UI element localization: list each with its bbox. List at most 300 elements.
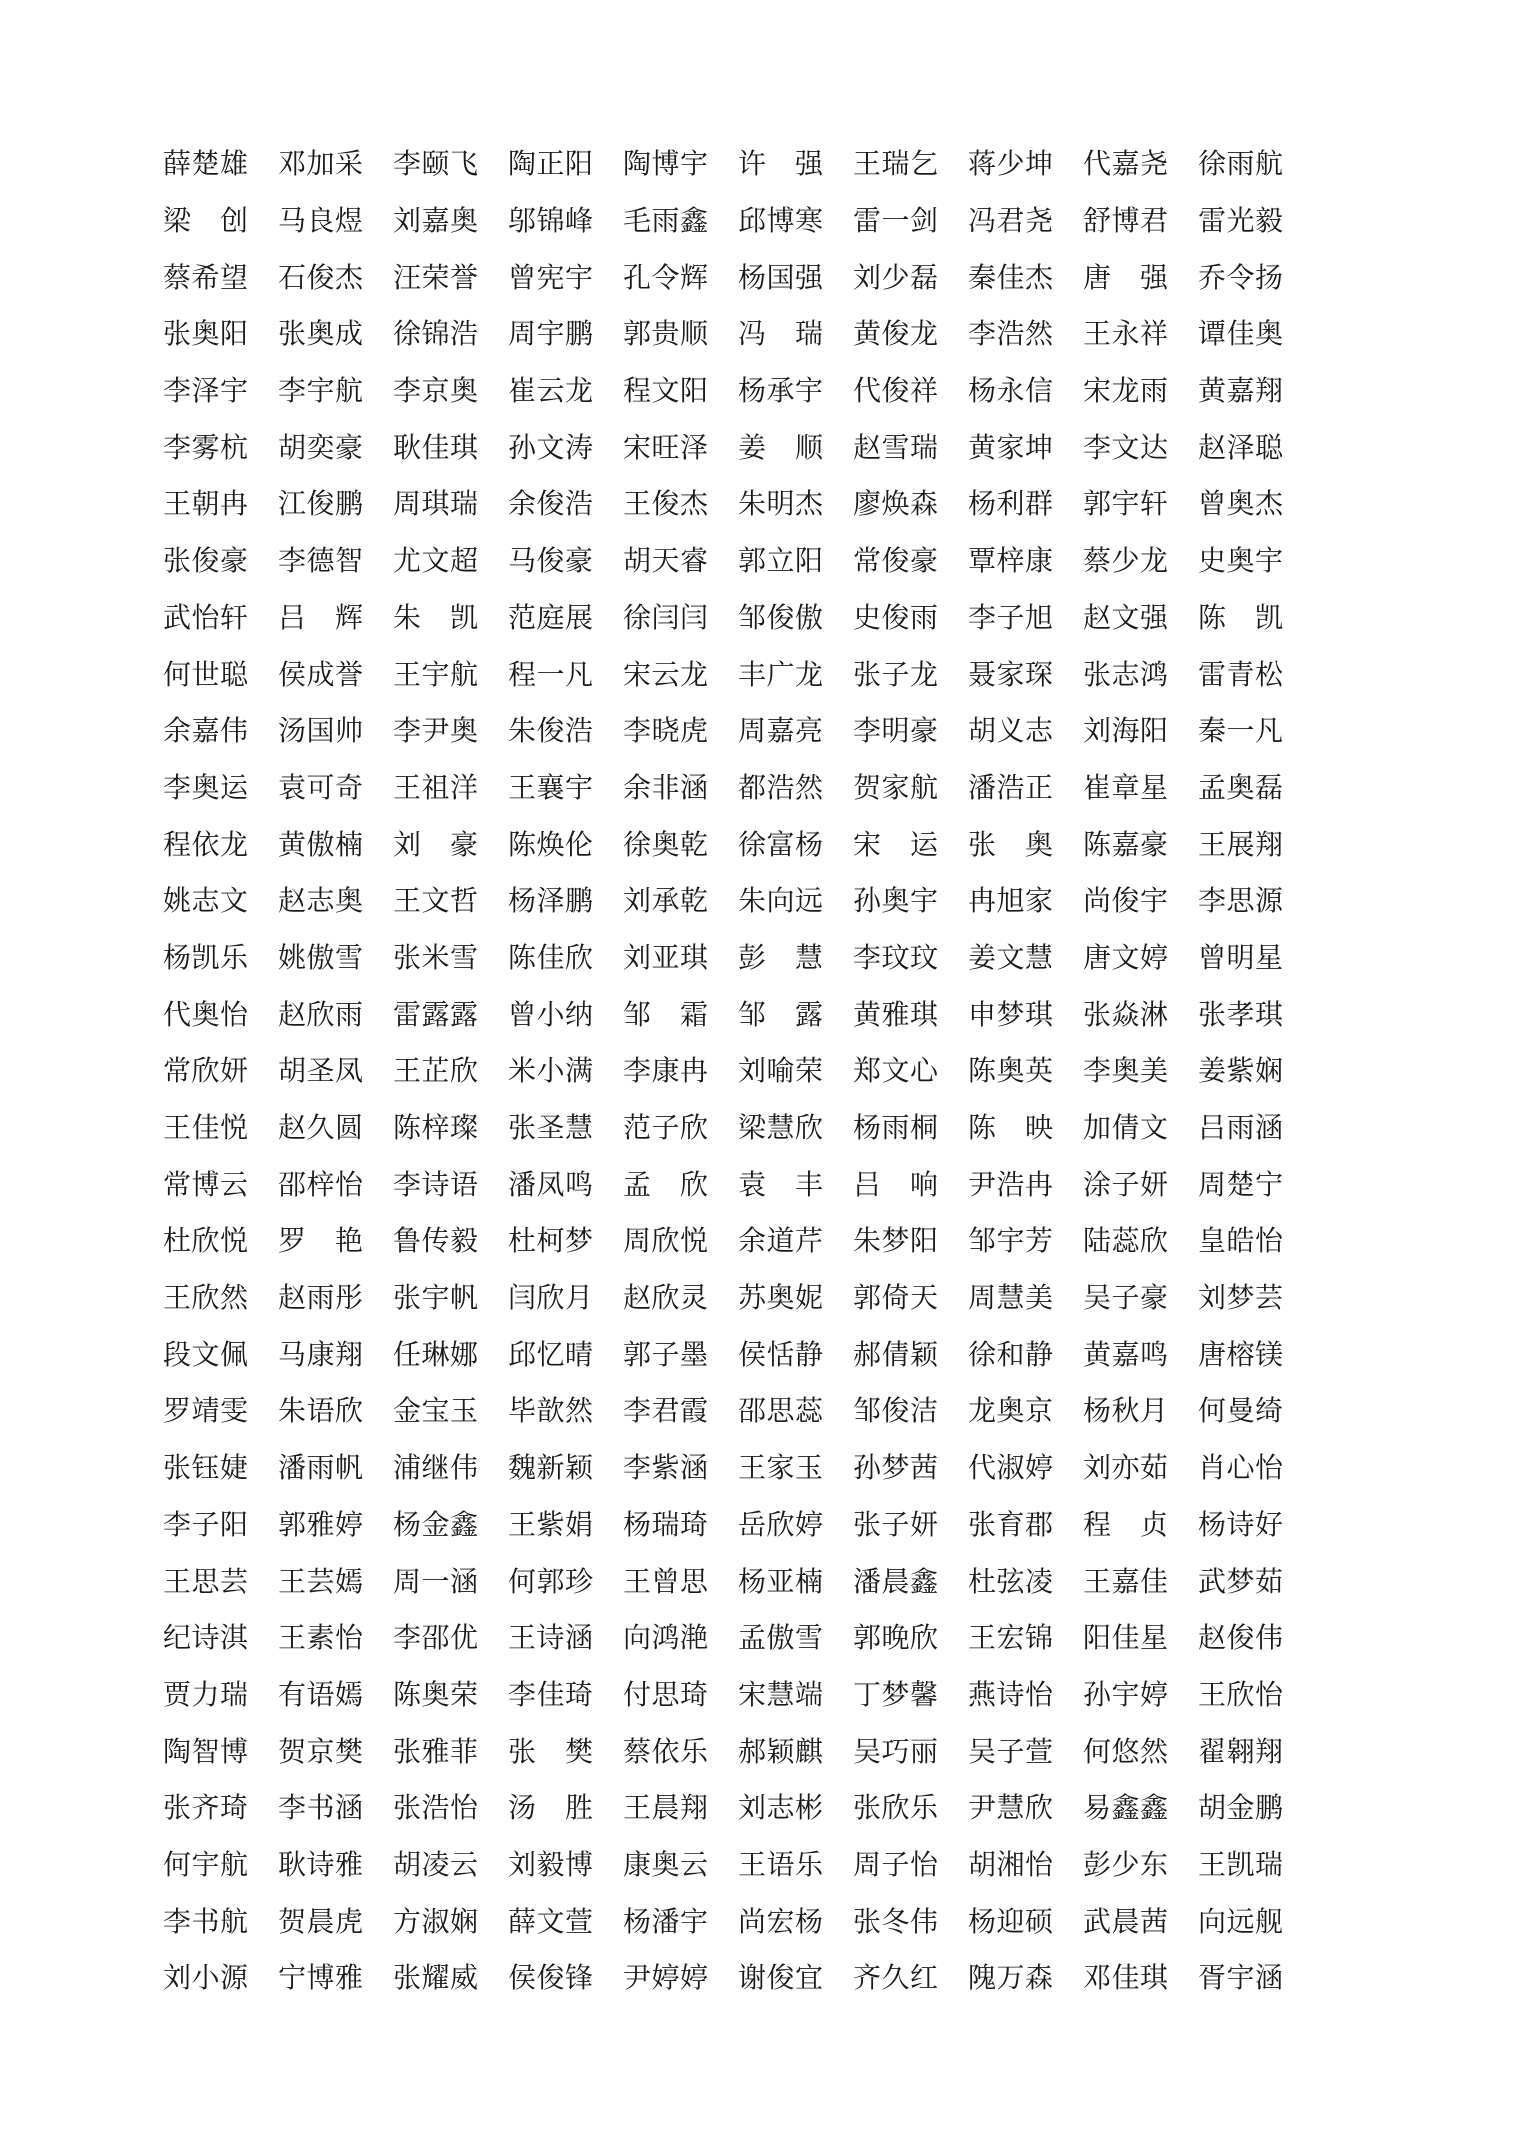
name-entry: 薛楚雄 xyxy=(163,147,249,181)
name-entry: 陈焕伦 xyxy=(508,827,594,861)
name-entry: 侯恬静 xyxy=(738,1337,824,1371)
name-entry: 燕诗怡 xyxy=(968,1677,1054,1711)
name-entry: 孙梦茜 xyxy=(853,1451,939,1485)
name-entry: 浦继伟 xyxy=(393,1451,479,1485)
name-entry: 朱梦阳 xyxy=(853,1224,939,1258)
name-entry: 陈奥英 xyxy=(968,1054,1054,1088)
name-entry: 耿佳琪 xyxy=(393,430,479,464)
name-entry: 罗 艳 xyxy=(278,1224,364,1258)
name-entry: 邱博寒 xyxy=(738,204,824,238)
name-entry: 雷光毅 xyxy=(1198,204,1284,238)
name-entry: 周楚宁 xyxy=(1198,1167,1284,1201)
name-entry: 陈佳欣 xyxy=(508,940,594,974)
name-entry: 姚傲雪 xyxy=(278,940,364,974)
name-entry: 张奥成 xyxy=(278,317,364,351)
name-entry: 苏奥妮 xyxy=(738,1281,824,1315)
name-entry: 刘 豪 xyxy=(393,827,479,861)
name-entry: 王晨翔 xyxy=(623,1791,709,1825)
name-entry: 吕 辉 xyxy=(278,600,364,634)
name-entry: 胡义志 xyxy=(968,714,1054,748)
name-entry: 王嘉佳 xyxy=(1083,1564,1169,1598)
name-entry: 陶正阳 xyxy=(508,147,594,181)
name-entry: 代俊祥 xyxy=(853,374,939,408)
name-entry: 张冬伟 xyxy=(853,1904,939,1938)
name-entry: 李书涵 xyxy=(278,1791,364,1825)
name-entry: 邱忆晴 xyxy=(508,1337,594,1371)
name-entry: 陶博宇 xyxy=(623,147,709,181)
name-entry: 王永祥 xyxy=(1083,317,1169,351)
name-entry: 郭雅婷 xyxy=(278,1507,364,1541)
name-entry: 彭 慧 xyxy=(738,940,824,974)
name-entry: 段文佩 xyxy=(163,1337,249,1371)
name-entry: 张子妍 xyxy=(853,1507,939,1541)
name-entry: 李书航 xyxy=(163,1904,249,1938)
name-entry: 邵思蕊 xyxy=(738,1394,824,1428)
name-entry: 秦一凡 xyxy=(1198,714,1284,748)
name-entry: 李紫涵 xyxy=(623,1451,709,1485)
name-entry: 陈 映 xyxy=(968,1111,1054,1145)
name-entry: 易鑫鑫 xyxy=(1083,1791,1169,1825)
name-entry: 赵雨彤 xyxy=(278,1281,364,1315)
name-entry: 黄俊龙 xyxy=(853,317,939,351)
name-entry: 陈奥荣 xyxy=(393,1677,479,1711)
name-entry: 聂家琛 xyxy=(968,657,1054,691)
name-entry: 赵雪瑞 xyxy=(853,430,939,464)
name-entry: 杨承宇 xyxy=(738,374,824,408)
name-entry: 毕歆然 xyxy=(508,1394,594,1428)
name-entry: 刘梦芸 xyxy=(1198,1281,1284,1315)
name-entry: 蒋少坤 xyxy=(968,147,1054,181)
name-entry: 曾奥杰 xyxy=(1198,487,1284,521)
name-entry: 徐奥乾 xyxy=(623,827,709,861)
name-entry: 赵文强 xyxy=(1083,600,1169,634)
name-entry: 周嘉亮 xyxy=(738,714,824,748)
name-entry: 李德智 xyxy=(278,544,364,578)
name-list-grid xyxy=(163,136,1313,2007)
name-entry: 唐 强 xyxy=(1083,260,1169,294)
name-entry: 徐闫闫 xyxy=(623,600,709,634)
name-entry: 袁 丰 xyxy=(738,1167,824,1201)
name-entry: 宋旺泽 xyxy=(623,430,709,464)
name-entry: 周宇鹏 xyxy=(508,317,594,351)
name-entry: 程依龙 xyxy=(163,827,249,861)
name-entry: 周琪瑞 xyxy=(393,487,479,521)
name-entry: 程一凡 xyxy=(508,657,594,691)
name-entry: 王思芸 xyxy=(163,1564,249,1598)
name-entry: 程 贞 xyxy=(1083,1507,1169,1541)
name-entry: 杨雨桐 xyxy=(853,1111,939,1145)
name-entry: 孙宇婷 xyxy=(1083,1677,1169,1711)
name-entry: 陈 凯 xyxy=(1198,600,1284,634)
name-entry: 侯俊锋 xyxy=(508,1961,594,1995)
name-entry: 翟翱翔 xyxy=(1198,1734,1284,1768)
name-entry: 皇皓怡 xyxy=(1198,1224,1284,1258)
name-entry: 刘喻荣 xyxy=(738,1054,824,1088)
name-entry: 刘亚琪 xyxy=(623,940,709,974)
name-entry: 李尹奥 xyxy=(393,714,479,748)
name-entry: 姜紫娴 xyxy=(1198,1054,1284,1088)
name-entry: 黄家坤 xyxy=(968,430,1054,464)
name-entry: 徐雨航 xyxy=(1198,147,1284,181)
name-entry: 雷青松 xyxy=(1198,657,1284,691)
name-entry: 王俊杰 xyxy=(623,487,709,521)
name-entry: 岳欣婷 xyxy=(738,1507,824,1541)
name-entry: 王瑞乞 xyxy=(853,147,939,181)
name-entry: 王曾思 xyxy=(623,1564,709,1598)
name-entry: 纪诗淇 xyxy=(163,1621,249,1655)
name-entry: 魏新颖 xyxy=(508,1451,594,1485)
name-entry: 杨迎硕 xyxy=(968,1904,1054,1938)
name-entry: 黄雅琪 xyxy=(853,997,939,1031)
name-entry: 邓加采 xyxy=(278,147,364,181)
name-entry: 胡湘怡 xyxy=(968,1847,1054,1881)
name-entry: 向鸿滟 xyxy=(623,1621,709,1655)
name-entry: 孙文涛 xyxy=(508,430,594,464)
name-entry: 孟 欣 xyxy=(623,1167,709,1201)
name-entry: 郑文心 xyxy=(853,1054,939,1088)
name-entry: 尤文超 xyxy=(393,544,479,578)
name-entry: 廖焕森 xyxy=(853,487,939,521)
name-entry: 赵泽聪 xyxy=(1198,430,1284,464)
name-entry: 武梦茹 xyxy=(1198,1564,1284,1598)
name-entry: 杜柯梦 xyxy=(508,1224,594,1258)
name-entry: 方淑娴 xyxy=(393,1904,479,1938)
name-entry: 杜欣悦 xyxy=(163,1224,249,1258)
name-entry: 张米雪 xyxy=(393,940,479,974)
name-entry: 李佳琦 xyxy=(508,1677,594,1711)
name-entry: 胡圣凤 xyxy=(278,1054,364,1088)
name-entry: 王宇航 xyxy=(393,657,479,691)
name-entry: 陈梓璨 xyxy=(393,1111,479,1145)
name-entry: 姜 顺 xyxy=(738,430,824,464)
name-entry: 潘雨帆 xyxy=(278,1451,364,1485)
name-entry: 周子怡 xyxy=(853,1847,939,1881)
name-entry: 张耀威 xyxy=(393,1961,479,1995)
name-entry: 崔章星 xyxy=(1083,770,1169,804)
name-entry: 石俊杰 xyxy=(278,260,364,294)
name-entry: 唐文婷 xyxy=(1083,940,1169,974)
name-entry: 黄嘉翔 xyxy=(1198,374,1284,408)
name-entry: 尹慧欣 xyxy=(968,1791,1054,1825)
name-entry: 张孝琪 xyxy=(1198,997,1284,1031)
name-entry: 邓佳琪 xyxy=(1083,1961,1169,1995)
name-entry: 杨诗好 xyxy=(1198,1507,1284,1541)
name-entry: 周慧美 xyxy=(968,1281,1054,1315)
name-entry: 杨潘宇 xyxy=(623,1904,709,1938)
name-entry: 蔡依乐 xyxy=(623,1734,709,1768)
name-entry: 代淑婷 xyxy=(968,1451,1054,1485)
name-entry: 邹 霜 xyxy=(623,997,709,1031)
name-entry: 雷一剑 xyxy=(853,204,939,238)
name-entry: 江俊鹏 xyxy=(278,487,364,521)
name-entry: 何世聪 xyxy=(163,657,249,691)
name-entry: 余道芹 xyxy=(738,1224,824,1258)
name-entry: 王文哲 xyxy=(393,884,479,918)
name-entry: 何郭珍 xyxy=(508,1564,594,1598)
name-entry: 涂子妍 xyxy=(1083,1167,1169,1201)
name-entry: 李玟玟 xyxy=(853,940,939,974)
name-entry: 王家玉 xyxy=(738,1451,824,1485)
name-entry: 宋云龙 xyxy=(623,657,709,691)
name-entry: 赵久圆 xyxy=(278,1111,364,1145)
name-entry: 覃梓康 xyxy=(968,544,1054,578)
name-entry: 王诗涵 xyxy=(508,1621,594,1655)
name-entry: 黄傲楠 xyxy=(278,827,364,861)
name-entry: 周一涵 xyxy=(393,1564,479,1598)
name-entry: 吴巧丽 xyxy=(853,1734,939,1768)
name-entry: 有语嫣 xyxy=(278,1677,364,1711)
name-entry: 齐久红 xyxy=(853,1961,939,1995)
name-entry: 唐榕镁 xyxy=(1198,1337,1284,1371)
name-entry: 秦佳杰 xyxy=(968,260,1054,294)
name-entry: 李邵优 xyxy=(393,1621,479,1655)
name-entry: 王襄宇 xyxy=(508,770,594,804)
name-entry: 梁 创 xyxy=(163,204,249,238)
name-entry: 郭晚欣 xyxy=(853,1621,939,1655)
name-entry: 张奥阳 xyxy=(163,317,249,351)
name-entry: 郭倚天 xyxy=(853,1281,939,1315)
name-entry: 郭子墨 xyxy=(623,1337,709,1371)
name-entry: 杜弦凌 xyxy=(968,1564,1054,1598)
name-entry: 杨金鑫 xyxy=(393,1507,479,1541)
name-entry: 马俊豪 xyxy=(508,544,594,578)
name-entry: 王佳悦 xyxy=(163,1111,249,1145)
name-entry: 李康冉 xyxy=(623,1054,709,1088)
name-entry: 罗靖雯 xyxy=(163,1394,249,1428)
name-entry: 都浩然 xyxy=(738,770,824,804)
name-entry: 汪荣誉 xyxy=(393,260,479,294)
name-entry: 李子旭 xyxy=(968,600,1054,634)
name-entry: 陆蕊欣 xyxy=(1083,1224,1169,1258)
name-entry: 邹 露 xyxy=(738,997,824,1031)
name-entry: 王展翔 xyxy=(1198,827,1284,861)
name-entry: 周欣悦 xyxy=(623,1224,709,1258)
name-entry: 武晨茜 xyxy=(1083,1904,1169,1938)
name-entry: 王欣怡 xyxy=(1198,1677,1284,1711)
name-entry: 尚宏杨 xyxy=(738,1904,824,1938)
name-entry: 龙奥京 xyxy=(968,1394,1054,1428)
name-entry: 吴子豪 xyxy=(1083,1281,1169,1315)
name-entry: 姚志文 xyxy=(163,884,249,918)
name-entry: 余嘉伟 xyxy=(163,714,249,748)
name-entry: 金宝玉 xyxy=(393,1394,479,1428)
name-entry: 宋龙雨 xyxy=(1083,374,1169,408)
name-entry: 李君霞 xyxy=(623,1394,709,1428)
name-entry: 刘小源 xyxy=(163,1961,249,1995)
name-entry: 张宇帆 xyxy=(393,1281,479,1315)
name-entry: 胡奕豪 xyxy=(278,430,364,464)
name-entry: 贺家航 xyxy=(853,770,939,804)
name-entry: 许 强 xyxy=(738,147,824,181)
name-entry: 冯 瑞 xyxy=(738,317,824,351)
name-entry: 宋 运 xyxy=(853,827,939,861)
name-entry: 张俊豪 xyxy=(163,544,249,578)
name-entry: 李晓虎 xyxy=(623,714,709,748)
name-entry: 曾明星 xyxy=(1198,940,1284,974)
name-entry: 舒博君 xyxy=(1083,204,1169,238)
name-entry: 马康翔 xyxy=(278,1337,364,1371)
name-entry: 杨瑞琦 xyxy=(623,1507,709,1541)
name-entry: 李宇航 xyxy=(278,374,364,408)
name-entry: 代嘉尧 xyxy=(1083,147,1169,181)
name-entry: 胡凌云 xyxy=(393,1847,479,1881)
name-entry: 张子龙 xyxy=(853,657,939,691)
name-entry: 吕雨涵 xyxy=(1198,1111,1284,1145)
name-entry: 潘浩正 xyxy=(968,770,1054,804)
name-entry: 邬锦峰 xyxy=(508,204,594,238)
name-entry: 蔡希望 xyxy=(163,260,249,294)
name-entry: 尹浩冉 xyxy=(968,1167,1054,1201)
name-entry: 康奥云 xyxy=(623,1847,709,1881)
name-entry: 史奥宇 xyxy=(1198,544,1284,578)
name-entry: 吴子萱 xyxy=(968,1734,1054,1768)
name-entry: 刘志彬 xyxy=(738,1791,824,1825)
name-entry: 刘少磊 xyxy=(853,260,939,294)
name-entry: 蔡少龙 xyxy=(1083,544,1169,578)
name-entry: 刘海阳 xyxy=(1083,714,1169,748)
name-entry: 薛文萱 xyxy=(508,1904,594,1938)
name-entry: 朱俊浩 xyxy=(508,714,594,748)
name-entry: 常欣妍 xyxy=(163,1054,249,1088)
name-entry: 郭贵顺 xyxy=(623,317,709,351)
name-entry: 李奥美 xyxy=(1083,1054,1169,1088)
name-entry: 雷露露 xyxy=(393,997,479,1031)
name-entry: 杨永信 xyxy=(968,374,1054,408)
name-entry: 王语乐 xyxy=(738,1847,824,1881)
name-entry: 王凯瑞 xyxy=(1198,1847,1284,1881)
name-entry: 孙奥宇 xyxy=(853,884,939,918)
name-entry: 余非涵 xyxy=(623,770,709,804)
name-entry: 彭少东 xyxy=(1083,1847,1169,1881)
name-entry: 王欣然 xyxy=(163,1281,249,1315)
name-entry: 王朝冉 xyxy=(163,487,249,521)
name-entry: 米小满 xyxy=(508,1054,594,1088)
name-entry: 申梦琪 xyxy=(968,997,1054,1031)
name-entry: 常博云 xyxy=(163,1167,249,1201)
name-entry: 丁梦馨 xyxy=(853,1677,939,1711)
name-entry: 张圣慧 xyxy=(508,1111,594,1145)
name-entry: 李子阳 xyxy=(163,1507,249,1541)
name-entry: 丰广龙 xyxy=(738,657,824,691)
name-entry: 杨利群 xyxy=(968,487,1054,521)
name-entry: 赵俊伟 xyxy=(1198,1621,1284,1655)
name-entry: 张齐琦 xyxy=(163,1791,249,1825)
name-entry: 尚俊宇 xyxy=(1083,884,1169,918)
name-entry: 向远舰 xyxy=(1198,1904,1284,1938)
name-entry: 何悠然 xyxy=(1083,1734,1169,1768)
name-entry: 李浩然 xyxy=(968,317,1054,351)
name-entry: 曾小纳 xyxy=(508,997,594,1031)
name-entry: 孔令辉 xyxy=(623,260,709,294)
name-entry: 范子欣 xyxy=(623,1111,709,1145)
name-entry: 潘晨鑫 xyxy=(853,1564,939,1598)
name-entry: 孟奥磊 xyxy=(1198,770,1284,804)
name-entry: 王宏锦 xyxy=(968,1621,1054,1655)
name-entry: 王芷欣 xyxy=(393,1054,479,1088)
name-entry: 冯君尧 xyxy=(968,204,1054,238)
name-entry: 代奥怡 xyxy=(163,997,249,1031)
name-entry: 潘凤鸣 xyxy=(508,1167,594,1201)
name-entry: 曾宪宇 xyxy=(508,260,594,294)
name-entry: 李文达 xyxy=(1083,430,1169,464)
name-entry: 武怡轩 xyxy=(163,600,249,634)
name-entry: 刘嘉奥 xyxy=(393,204,479,238)
name-entry: 宁博雅 xyxy=(278,1961,364,1995)
name-entry: 李奥运 xyxy=(163,770,249,804)
name-entry: 加倩文 xyxy=(1083,1111,1169,1145)
name-entry: 张焱淋 xyxy=(1083,997,1169,1031)
name-entry: 郭立阳 xyxy=(738,544,824,578)
name-entry: 孟傲雪 xyxy=(738,1621,824,1655)
name-entry: 李雾杭 xyxy=(163,430,249,464)
name-entry: 徐锦浩 xyxy=(393,317,479,351)
name-entry: 贺京樊 xyxy=(278,1734,364,1768)
name-entry: 黄嘉鸣 xyxy=(1083,1337,1169,1371)
name-entry: 宋慧端 xyxy=(738,1677,824,1711)
name-entry: 范庭展 xyxy=(508,600,594,634)
name-entry: 郭宇轩 xyxy=(1083,487,1169,521)
name-entry: 郝颖麒 xyxy=(738,1734,824,1768)
name-entry: 李泽宇 xyxy=(163,374,249,408)
name-entry: 袁可奇 xyxy=(278,770,364,804)
name-entry: 张 樊 xyxy=(508,1734,594,1768)
name-entry: 朱 凯 xyxy=(393,600,479,634)
name-entry: 张 奥 xyxy=(968,827,1054,861)
name-entry: 赵志奥 xyxy=(278,884,364,918)
name-entry: 邹俊洁 xyxy=(853,1394,939,1428)
name-entry: 邹俊傲 xyxy=(738,600,824,634)
name-entry: 杨亚楠 xyxy=(738,1564,824,1598)
name-entry: 胡金鹏 xyxy=(1198,1791,1284,1825)
name-entry: 胡天睿 xyxy=(623,544,709,578)
name-entry: 隗万森 xyxy=(968,1961,1054,1995)
name-entry: 刘毅博 xyxy=(508,1847,594,1881)
name-entry: 张钰婕 xyxy=(163,1451,249,1485)
name-entry: 张浩怡 xyxy=(393,1791,479,1825)
name-entry: 赵欣雨 xyxy=(278,997,364,1031)
name-entry: 邵梓怡 xyxy=(278,1167,364,1201)
name-entry: 杨国强 xyxy=(738,260,824,294)
name-entry: 李思源 xyxy=(1198,884,1284,918)
name-entry: 张雅菲 xyxy=(393,1734,479,1768)
name-entry: 付思琦 xyxy=(623,1677,709,1711)
name-entry: 闫欣月 xyxy=(508,1281,594,1315)
name-entry: 梁慧欣 xyxy=(738,1111,824,1145)
name-entry: 赵欣灵 xyxy=(623,1281,709,1315)
name-entry: 阳佳星 xyxy=(1083,1621,1169,1655)
name-entry: 郝倩颖 xyxy=(853,1337,939,1371)
name-entry: 李颐飞 xyxy=(393,147,479,181)
name-entry: 吕 响 xyxy=(853,1167,939,1201)
name-entry: 何曼绮 xyxy=(1198,1394,1284,1428)
name-entry: 鲁传毅 xyxy=(393,1224,479,1258)
name-entry: 张育郡 xyxy=(968,1507,1054,1541)
name-entry: 胥宇涵 xyxy=(1198,1961,1284,1995)
name-entry: 何宇航 xyxy=(163,1847,249,1881)
name-entry: 马良煜 xyxy=(278,204,364,238)
name-entry: 陶智博 xyxy=(163,1734,249,1768)
name-entry: 朱语欣 xyxy=(278,1394,364,1428)
name-entry: 汤国帅 xyxy=(278,714,364,748)
name-entry: 杨秋月 xyxy=(1083,1394,1169,1428)
name-entry: 谭佳奥 xyxy=(1198,317,1284,351)
name-entry: 李京奥 xyxy=(393,374,479,408)
name-entry: 张欣乐 xyxy=(853,1791,939,1825)
name-entry: 李诗语 xyxy=(393,1167,479,1201)
name-entry: 王素怡 xyxy=(278,1621,364,1655)
name-entry: 耿诗雅 xyxy=(278,1847,364,1881)
name-entry: 张志鸿 xyxy=(1083,657,1169,691)
